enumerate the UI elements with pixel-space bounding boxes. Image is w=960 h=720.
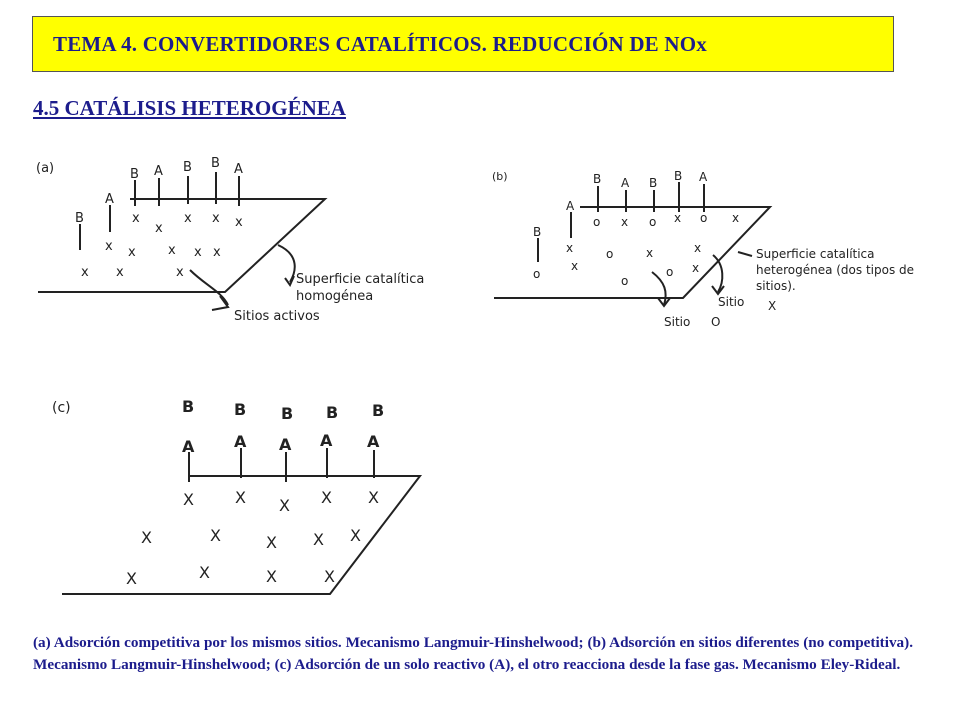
svg-text:x: x — [692, 261, 700, 275]
panel-a-label: (a) — [36, 161, 55, 176]
svg-text:o: o — [593, 215, 601, 229]
panel-b-surface-label-3: sitios). — [756, 279, 796, 293]
panel-a-surface-label-1: Superficie catalítica — [296, 272, 425, 287]
svg-text:X: X — [266, 567, 277, 586]
svg-text:X: X — [235, 488, 246, 507]
panel-b — [492, 169, 914, 329]
svg-text:X: X — [126, 569, 137, 588]
svg-text:x: x — [81, 265, 89, 280]
panel-b-label: (b) — [492, 170, 508, 183]
panel-c-top-label-2: B — [234, 400, 247, 419]
panel-c — [52, 397, 420, 594]
svg-text:x: x — [105, 239, 113, 254]
svg-text:o: o — [533, 267, 541, 281]
panel-b-stack-label-7: A — [699, 170, 708, 184]
panel-c-adsorbed-label-3: A — [279, 435, 292, 454]
panel-a-site-marks — [81, 211, 243, 280]
svg-text:x: x — [128, 245, 136, 260]
panel-c-top-label-3: B — [281, 404, 294, 423]
panel-a-stack-label-5: B — [183, 160, 192, 175]
section-subtitle: 4.5 CATÁLISIS HETEROGÉNEA — [33, 96, 346, 120]
panel-c-site-marks — [126, 488, 379, 588]
svg-text:x: x — [176, 265, 184, 280]
panel-b-surface — [494, 207, 770, 298]
svg-text:x: x — [168, 243, 176, 258]
svg-text:X: X — [279, 496, 290, 515]
svg-text:x: x — [235, 215, 243, 230]
panel-b-site-o-label: Sitio — [664, 315, 691, 329]
svg-text:X: X — [199, 563, 210, 582]
svg-text:x: x — [646, 246, 654, 260]
svg-text:x: x — [674, 211, 682, 225]
svg-text:x: x — [194, 245, 202, 260]
svg-text:x: x — [184, 211, 192, 226]
panel-b-site-x-symbol: X — [768, 299, 777, 313]
panel-b-stack-label-5: B — [649, 176, 658, 190]
svg-text:o: o — [606, 247, 614, 261]
svg-text:X: X — [141, 528, 152, 547]
svg-text:x: x — [571, 259, 579, 273]
panel-c-top-label-5: B — [372, 401, 385, 420]
svg-text:x: x — [732, 211, 740, 225]
svg-text:X: X — [350, 526, 361, 545]
panel-b-surface-label-2: heterogénea (dos tipos de — [756, 263, 915, 277]
svg-text:x: x — [132, 211, 140, 226]
svg-text:o: o — [700, 211, 708, 225]
svg-text:o: o — [621, 274, 629, 288]
svg-text:o: o — [649, 215, 657, 229]
panel-c-adsorbed-label-4: A — [320, 431, 333, 450]
panel-a-stack-label-7: A — [234, 162, 243, 177]
panel-c-adsorbed-label-5: A — [367, 432, 380, 451]
panel-c-adsorbed-label-1: A — [182, 437, 195, 456]
panel-c-top-label-1: B — [182, 397, 195, 416]
panel-a-surface-label-2: homogénea — [296, 289, 374, 304]
svg-text:x: x — [212, 211, 220, 226]
panel-b-stack-label-4: A — [621, 176, 630, 190]
svg-text:X: X — [266, 533, 277, 552]
panel-b-site-marks — [533, 211, 739, 288]
panel-b-stack-label-1: B — [533, 225, 542, 239]
panel-b-site-o-symbol: O — [711, 315, 721, 329]
panel-a-stack-label-6: B — [211, 156, 220, 171]
panel-a-sites-label: Sitios activos — [234, 309, 320, 324]
panel-c-label: (c) — [52, 400, 71, 416]
svg-text:o: o — [666, 265, 674, 279]
svg-text:x: x — [116, 265, 124, 280]
panel-b-surface-label-1: Superficie catalítica — [756, 247, 875, 261]
panel-b-stack-label-3: B — [593, 172, 602, 186]
svg-text:X: X — [324, 567, 335, 586]
panel-b-stack-label-2: A — [566, 199, 575, 213]
svg-text:x: x — [621, 215, 629, 229]
svg-text:x: x — [694, 241, 702, 255]
svg-text:X: X — [368, 488, 379, 507]
svg-text:X: X — [210, 526, 221, 545]
svg-text:x: x — [213, 245, 221, 260]
panel-a-stack-label-2: A — [105, 192, 114, 207]
panel-b-stack-label-6: B — [674, 169, 683, 183]
page-title: TEMA 4. CONVERTIDORES CATALÍTICOS. REDUCCIÓN DE NOx — [53, 31, 707, 56]
panel-c-top-label-4: B — [326, 403, 339, 422]
panel-c-adsorbed-label-2: A — [234, 432, 247, 451]
panel-a-stack-label-3: B — [130, 167, 139, 182]
panel-a — [36, 156, 424, 324]
svg-text:x: x — [155, 221, 163, 236]
svg-text:x: x — [566, 241, 574, 255]
svg-text:X: X — [321, 488, 332, 507]
panel-b-site-x-label: Sitio — [718, 295, 745, 309]
panel-a-stack-label-1: B — [75, 211, 84, 226]
figure-caption: (a) Adsorción competitiva por los mismos sitios. Mecanismo Langmuir-Hinshelwood; (b) Adsorción en sitios diferentes (no competitiva). Mecanismo Langmuir-Hinshelwood; (c) Adsorción de un solo reactivo (A), el otro reacciona desde la fase gas. Mecanismo Eley-Rideal. — [33, 634, 913, 673]
panel-a-stack-label-4: A — [154, 164, 163, 179]
svg-text:X: X — [183, 490, 194, 509]
svg-text:X: X — [313, 530, 324, 549]
